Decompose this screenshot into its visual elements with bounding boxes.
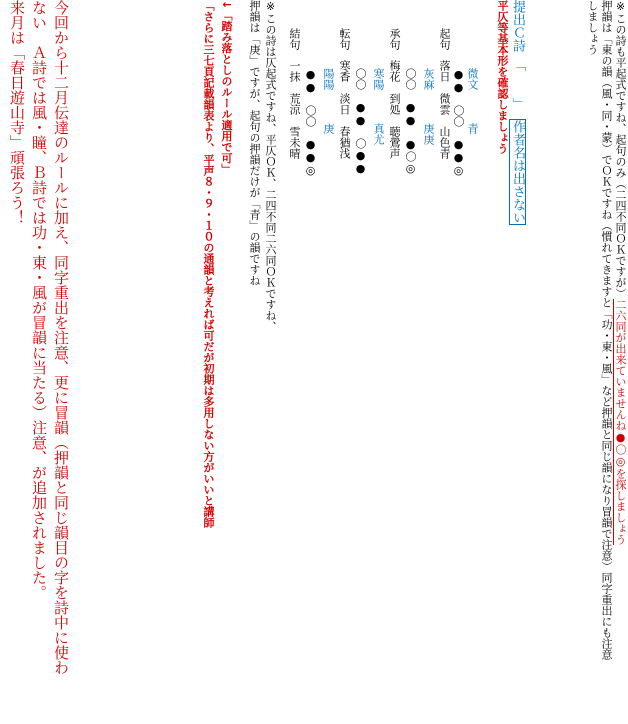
- ki-pattern-row: ●● 〇〇 ●●◎: [452, 68, 465, 177]
- ki-rhyme-row: 微文 青: [466, 68, 479, 134]
- summary-line-1: 今回から十二月伝達のルールに加え、同字重出を注意、更に冒韻（押韻と同じ韻目の字を詩中に使わ: [52, 0, 70, 675]
- ketsu-text-row: [289, 28, 300, 724]
- ki-text: 落日 微雲 山色青: [438, 60, 451, 159]
- note-line-1: ※この詩も平起式ですね、起句のみ（二四不同ＯＫですが）二六同が出来ていませんね●〇◎を探しましょう: [614, 0, 627, 545]
- note-line-1-red: 二六同が出来ていませんね●〇◎を探しましょう: [614, 299, 627, 545]
- red-note-2: 「さらに三七頁記載韻表より、平声８・９・１０の通韻と考えれば可だが初期は多用しない方がいいと講師: [202, 0, 215, 528]
- ten-rhyme-below: 陽陽 庚: [322, 68, 335, 134]
- ki-rhyme-below: 灰麻 庚庚: [422, 68, 435, 145]
- sho-rhyme-below: 寒陽 真尤: [372, 68, 385, 145]
- ki-text-row: [439, 28, 450, 724]
- sho-text-row: [389, 28, 400, 724]
- ki-label: 起句: [438, 28, 451, 50]
- ketsu-pattern-row: ●● 〇〇 ●●◎: [304, 68, 317, 177]
- ten-pattern-row: 〇〇 ●● 〇●●: [354, 68, 367, 175]
- author-note: 作者名は出さない: [510, 119, 525, 224]
- summary-line-3: 来月は「春日遊山寺」頑張ろう！: [8, 0, 26, 225]
- poem-title: 提出Ｃ詩 「 」: [510, 0, 525, 111]
- summary-line-2: ない Ａ詩では風・瞳、Ｂ詩では功・東・風が冒韻に当たる）注意、が追加されました。: [30, 0, 48, 600]
- sho-label: 承句: [388, 28, 401, 50]
- ten-text: 寒香 淡日 春猶浅: [338, 60, 351, 159]
- ketsu-text: 一抹 荒涼 雪未晴: [288, 60, 301, 159]
- poem-note-1: ※この詩は仄起式ですね、平仄ＯＫ、二四不同二六同ＯＫですね、: [264, 0, 277, 332]
- ten-label: 転句: [338, 28, 351, 50]
- note-line-2: 押韻は「東の韻（風・同・蒙）でＯＫですね（慣れてきますと「功・東・風」など押韻と同じ韻になり冒韻で注意）同字重出にも注意: [600, 0, 613, 660]
- red-note-1: ↓「踏み落としのルール適用で可」: [220, 0, 233, 175]
- note-line-3: しましょう: [586, 0, 599, 55]
- sho-text: 梅花 到処 聴鶯声: [388, 60, 401, 159]
- ketsu-label: 結句: [288, 28, 301, 50]
- instruction-line: 平仄等基本形を確認しましょう: [496, 0, 509, 154]
- poem-note-2: 押韻は「庚」ですが、起句の押韻だけが「青」の韻ですね: [248, 0, 261, 286]
- sho-pattern-row: 〇〇 ●● ●〇◎: [404, 68, 417, 175]
- ten-text-row: [339, 28, 350, 724]
- poem-title-line: [511, 0, 524, 724]
